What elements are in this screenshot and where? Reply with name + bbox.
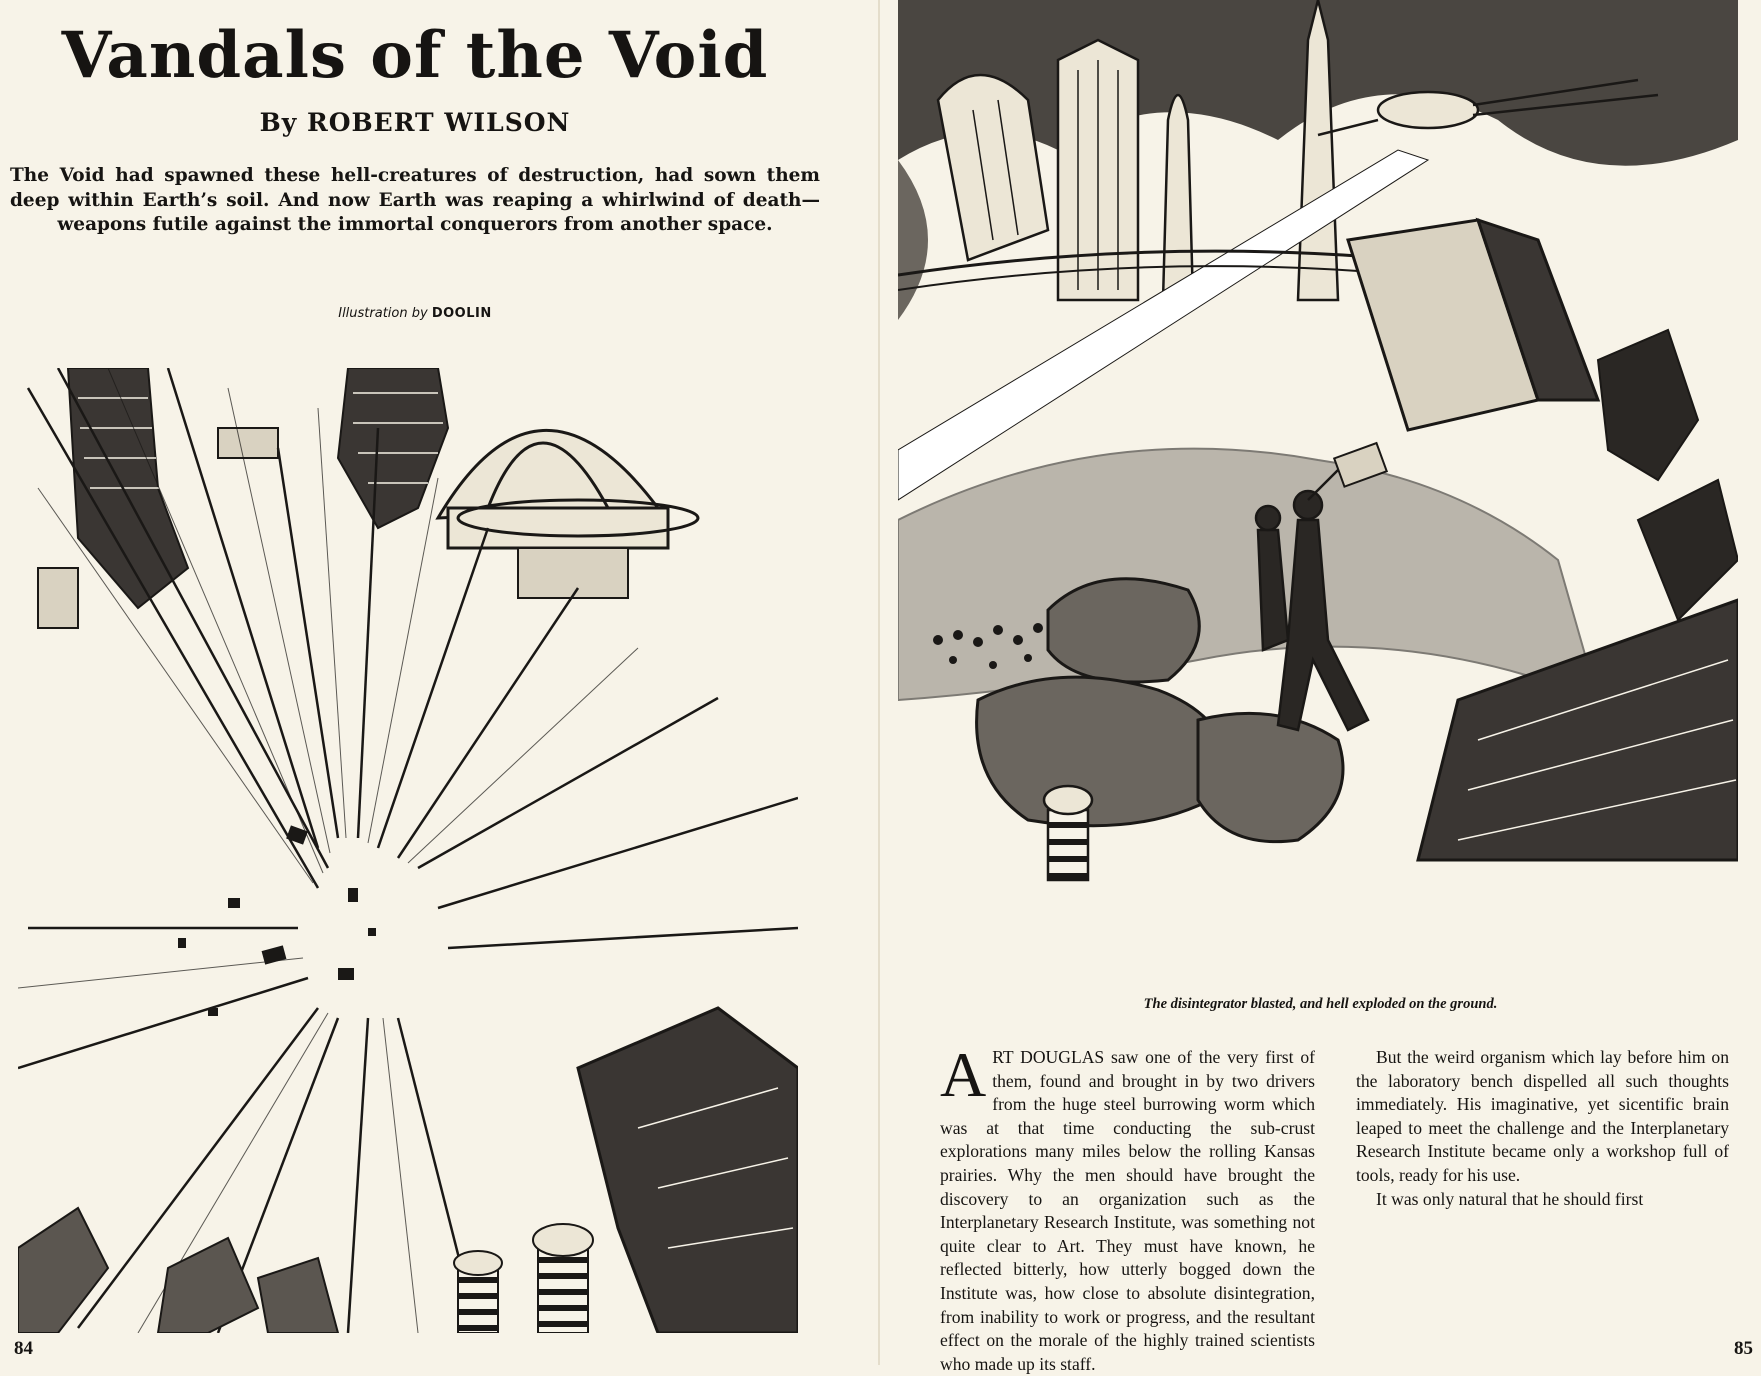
paragraph-3: It was only natural that he should first <box>1376 1188 1644 1209</box>
page-number-right: 85 <box>1734 1338 1753 1359</box>
paragraph-1-text: RT DOUGLAS saw one of the very first of them, found and brought in by two drivers from the huge steel burrowing worm which was at that time conducting the sub-crust explorations many miles below the rolling Kansas prairies. Why the men should have brought the discovery to an organization such as the Interplanetary Research Institute, was something not quite clear to Art. They must have known, he reflected bitterly, how utterly bogged down the Institute was, how close to absolute disintegration, from inability to work or progress, and the resultant effect on the morale of the highly trained scientists who made up its staff. <box>940 1047 1315 1374</box>
illustration-credit-prefix: Illustration by <box>338 306 428 321</box>
left-page <box>0 0 880 1365</box>
paragraph-1 <box>940 1039 1315 1376</box>
text-column-1 <box>940 1039 1315 1376</box>
illustration-credit <box>0 306 830 321</box>
illustrator-name: DOOLIN <box>431 306 492 321</box>
story-intro: The Void had spawned these hell-creatures of destruction, had sown them deep within Earth’s soil. And now Earth was reaping a whirlwind of death—weapons futile against the immortal conquerors from another space. <box>10 165 820 235</box>
illustration-caption: The disintegrator blasted, and hell exploded on the ground. <box>1143 996 1498 1012</box>
author-byline: By ROBERT WILSON <box>259 108 571 137</box>
explosion-illustration <box>18 368 798 1333</box>
drop-cap: A <box>940 1039 987 1110</box>
right-page <box>880 0 1761 1374</box>
page-number-left: 84 <box>14 1338 33 1359</box>
ruined-city-illustration <box>898 0 1738 962</box>
paragraph-2: But the weird organism which lay before him on the laboratory bench dispelled all such thoughts immediately. His imaginative, yet sicentific brain leaped to meet the challenge and the Interplanetary Research Institute became only a workshop full of tools, ready for his use. <box>1356 1047 1729 1185</box>
story-title: Vandals of the Void <box>61 18 769 93</box>
text-column-2 <box>1356 1046 1729 1211</box>
